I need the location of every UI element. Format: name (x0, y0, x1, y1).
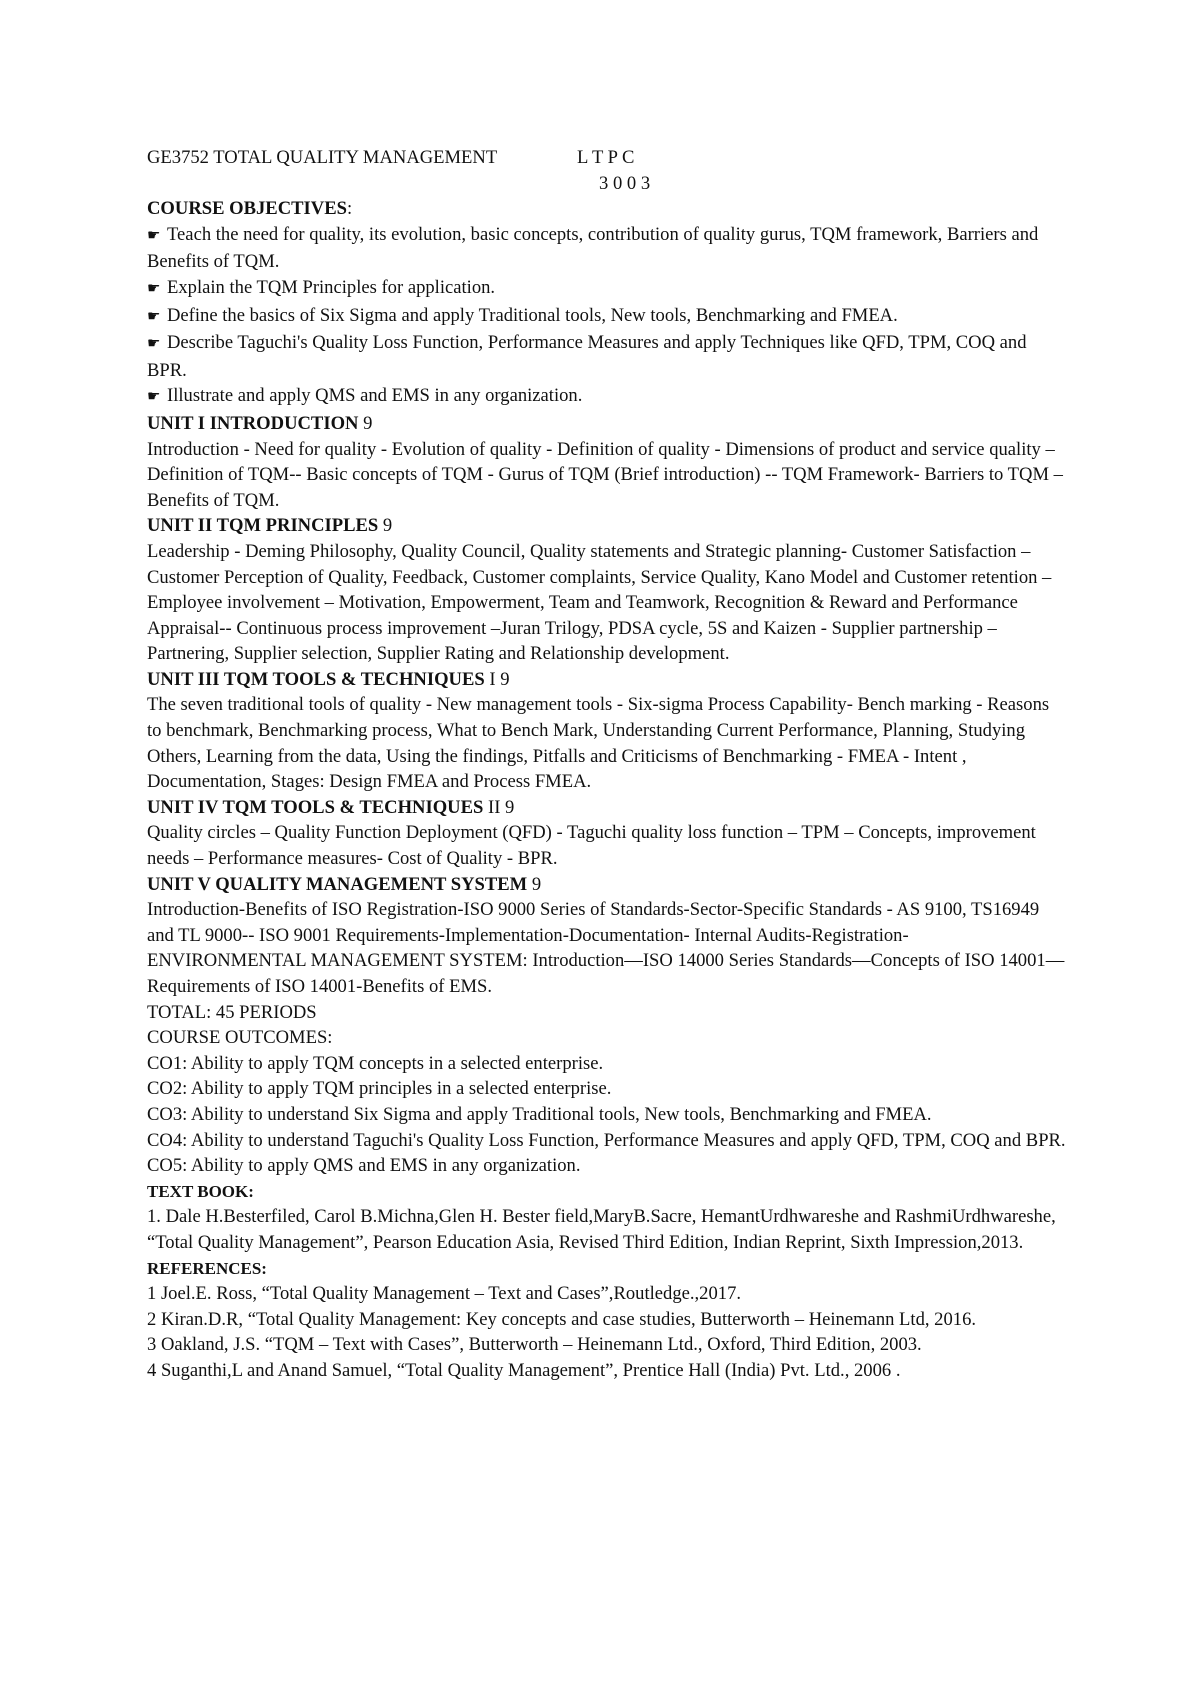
unit-content-3: The seven traditional tools of quality - New management tools - Six-sigma Process Capability- Bench marking - Reasons to benchmark, Benchmarking process, What to Bench Mark, Understanding Current Performance, Planning, Studying Others, Learning from the data, Using the findings, Pitfalls and Criticisms of Benchmarking - FMEA - Intent , Documentation, Stages: Design FMEA and Process FMEA. (147, 694, 1050, 793)
unit-content-1: Introduction - Need for quality - Evolution of quality - Definition of quality - Dimensions of product and service quality –Definition of TQM-- Basic concepts of TQM - Gurus of TQM (Brief introduction) -- TQM Framework- Barriers to TQM –Benefits of TQM. (147, 438, 1063, 511)
unit-hours: 9 (358, 412, 373, 434)
unit-content-4: Quality circles – Quality Function Deployment (QFD) - Taguchi quality loss function – TPM – Concepts, improvement needs – Performance measures- Cost of Quality - BPR. (147, 822, 1036, 870)
objective-item (147, 222, 1067, 275)
objective-text: Describe Taguchi's Quality Loss Function, Performance Measures and apply Techniques like QFD, TPM, COQ and BPR. (147, 332, 1027, 381)
reference-item: 4 Suganthi,L and Anand Samuel, “Total Quality Management”, Prentice Hall (India) Pvt. Ltd., 2006 . (147, 1359, 901, 1381)
textbook-item: 1. Dale H.Besterfiled, Carol B.Michna,Glen H. Bester field,MaryB.Sacre, HemantUrdhwareshe and RashmiUrdhwareshe, “Total Quality Management”, Pearson Education Asia, Revised Third Edition, Indian Reprint, Sixth Impression,2013. (147, 1206, 1056, 1253)
reference-item: 1 Joel.E. Ross, “Total Quality Management – Text and Cases”,Routledge.,2017. (147, 1283, 742, 1305)
objective-text: Define the basics of Six Sigma and apply Traditional tools, New tools, Benchmarking and FMEA. (167, 304, 898, 326)
hand-pointing-icon: ☛ (147, 227, 161, 244)
hand-pointing-icon: ☛ (147, 336, 161, 353)
textbook-heading: TEXT BOOK: (147, 1181, 254, 1201)
reference-item: 3 Oakland, J.S. “TQM – Text with Cases”, Butterworth – Heinemann Ltd., Oxford, Third Edition, 2003. (147, 1334, 922, 1356)
objective-text: Teach the need for quality, its evolution, basic concepts, contribution of quality gurus, TQM framework, Barriers and Benefits of TQM. (147, 223, 1039, 273)
unit-content-2: Leadership - Deming Philosophy, Quality Council, Quality statements and Strategic planning- Customer Satisfaction –Customer Perception of Quality, Feedback, Customer complaints, Service Quality, Kano Model and Customer retention – Employee involvement – Motivation, Empowerment, Team and Teamwork, Recognition & Reward and Performance Appraisal-- Continuous process improvement –Juran Trilogy, PDSA cycle, 5S and Kaizen - Supplier partnership – Partnering, Supplier selection, Supplier Rating and Relationship development. (147, 540, 1052, 665)
objective-item (147, 303, 1067, 331)
references-heading: REFERENCES: (147, 1258, 267, 1278)
objective-text: Explain the TQM Principles for application. (167, 276, 496, 298)
outcome-item: CO1: Ability to apply TQM concepts in a selected enterprise. (147, 1052, 604, 1074)
unit-content-5: Introduction-Benefits of ISO Registration-ISO 9000 Series of Standards-Sector-Specific Standards - AS 9100, TS16949 and TL 9000-- ISO 9001 Requirements-Implementation-Documentation- Internal Audits-Registration-ENVIRONMENTAL MANAGEMENT SYSTEM: Introduction—ISO 14000 Series Standards—Concepts of ISO 14001—Requirements of ISO 14001-Benefits of EMS. (147, 899, 1065, 997)
outcome-item: CO2: Ability to apply TQM principles in a selected enterprise. (147, 1078, 612, 1100)
syllabus-page (147, 145, 1067, 1384)
course-title: GE3752 TOTAL QUALITY MANAGEMENT (147, 147, 498, 168)
unit-hours: 9 (378, 515, 393, 537)
reference-item: 2 Kiran.D.R, “Total Quality Management: Key concepts and case studies, Butterworth – Heinemann Ltd, 2016. (147, 1308, 977, 1330)
unit-title: UNIT V QUALITY MANAGEMENT SYSTEM (147, 873, 528, 895)
course-header (147, 145, 1067, 171)
unit-title: UNIT III TQM TOOLS & TECHNIQUES (147, 668, 485, 690)
outcome-item: CO5: Ability to apply QMS and EMS in any organization. (147, 1155, 581, 1177)
unit-heading-3 (147, 667, 1067, 693)
unit-hours: 9 (527, 873, 542, 895)
objective-item (147, 275, 1067, 303)
outcome-item: CO4: Ability to understand Taguchi's Quality Loss Function, Performance Measures and apply QFD, TPM, COQ and BPR. (147, 1129, 1066, 1151)
total-periods: TOTAL: 45 PERIODS (147, 1001, 317, 1023)
unit-heading-4 (147, 795, 1067, 821)
hand-pointing-icon: ☛ (147, 308, 161, 325)
unit-hours: I 9 (484, 668, 510, 690)
unit-heading-2 (147, 513, 1067, 539)
ltpc-label: L T P C (577, 147, 635, 168)
ltpc-values: 3 0 0 3 (599, 172, 651, 194)
outcome-item: CO3: Ability to understand Six Sigma and apply Traditional tools, New tools, Benchmarking and FMEA. (147, 1103, 932, 1125)
unit-title: UNIT I INTRODUCTION (147, 412, 359, 434)
outcomes-heading: COURSE OUTCOMES: (147, 1027, 333, 1049)
unit-hours: II 9 (483, 796, 515, 818)
objective-item (147, 330, 1067, 383)
unit-title: UNIT IV TQM TOOLS & TECHNIQUES (147, 796, 484, 818)
unit-heading-5 (147, 872, 1067, 898)
hand-pointing-icon: ☛ (147, 389, 161, 406)
objective-item (147, 383, 1067, 411)
objective-text: Illustrate and apply QMS and EMS in any organization. (167, 385, 583, 407)
unit-title: UNIT II TQM PRINCIPLES (147, 515, 379, 537)
unit-heading-1 (147, 411, 1067, 437)
objectives-heading (147, 196, 1067, 222)
objectives-heading-text: COURSE OBJECTIVES (147, 198, 347, 220)
objectives-heading-colon: : (346, 198, 353, 220)
hand-pointing-icon: ☛ (147, 280, 161, 297)
